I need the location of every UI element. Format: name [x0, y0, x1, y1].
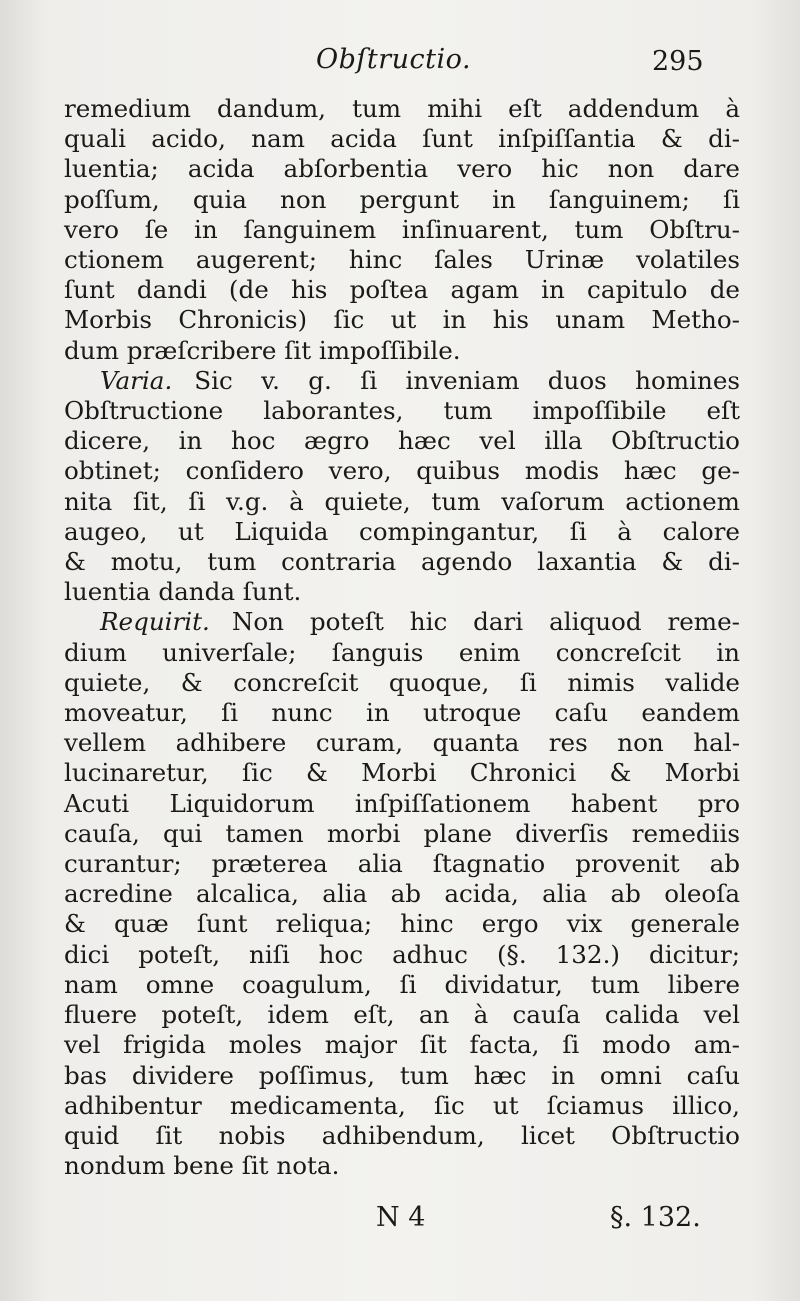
- marginal-heading: Requirit.: [100, 607, 210, 637]
- first-line-text: Non poteſt hic dari aliquod reme-: [231, 607, 740, 637]
- text-line: ctionem augerent; hinc ſales Urinæ volatiles: [64, 245, 740, 275]
- text-line: fluere poteſt, idem eſt, an à cauſa calida vel: [64, 1000, 740, 1030]
- text-line: nondum bene ſit nota.: [64, 1151, 340, 1181]
- text-line: curantur; præterea alia ſtagnatio provenit ab: [64, 849, 740, 879]
- text-line: Acuti Liquidorum inſpiſſationem habent pro: [64, 788, 740, 818]
- first-line-text: Sic v. g. ſi inveniam duos homines: [194, 365, 740, 395]
- text-line: vellem adhibere curam, quanta res non hal-: [64, 728, 740, 758]
- text-line: obtinet; conſidero vero, quibus modis hæc ge-: [64, 456, 740, 486]
- marginal-heading: Varia.: [100, 365, 173, 395]
- text-line: quid ſit nobis adhibendum, licet Obſtructio: [64, 1120, 740, 1150]
- text-line: remedium dandum, tum mihi eſt addendum à: [64, 94, 740, 123]
- paragraph-3: [64, 607, 740, 1181]
- text-line: dici poteſt, niſi hoc adhuc (§. 132.) dicitur;: [64, 939, 740, 969]
- text-line: dicere, in hoc ægro hæc vel illa Obſtructio: [64, 426, 740, 456]
- text-line: lucinaretur, ſic & Morbi Chronici & Morbi: [64, 758, 740, 788]
- paragraph-1: [64, 94, 740, 366]
- text-line: bas dividere poſſimus, tum hæc in omni caſu: [64, 1060, 740, 1090]
- text-line: moveatur, ſi nunc in utroque caſu eandem: [64, 698, 740, 728]
- page-number: 295: [652, 46, 704, 77]
- text-line: quiete, & concreſcit quoque, ſi nimis valide: [64, 667, 740, 697]
- text-line: acredine alcalica, alia ab acida, alia ab oleoſa: [64, 879, 740, 909]
- page-footer: [0, 1202, 800, 1252]
- text-line: dium univerſale; ſanguis enim concreſcit in: [64, 637, 740, 667]
- body-text: [64, 94, 740, 1181]
- text-line: adhibentur medicamenta, ſic ut ſciamus illico,: [64, 1090, 740, 1120]
- catchword: §. 132.: [610, 1202, 701, 1233]
- text-line: nam omne coagulum, ſi dividatur, tum libere: [64, 969, 740, 999]
- paragraph-2: [64, 366, 740, 608]
- text-line: dum præſcribere ſit impoſſibile.: [64, 335, 461, 365]
- text-line: Morbis Chronicis) ſic ut in his unam Metho-: [64, 305, 740, 335]
- text-line: augeo, ut Liquida compingantur, ſi à calore: [64, 516, 740, 546]
- text-line: ſunt dandi (de his poſtea agam in capitulo de: [64, 275, 740, 305]
- text-line: luentia; acida abſorbentia vero hic non dare: [64, 154, 740, 184]
- text-line: quali acido, nam acida ſunt inſpiſſantia & di-: [64, 124, 740, 154]
- text-line: luentia danda ſunt.: [64, 577, 302, 607]
- text-line: vero ſe in ſanguinem inſinuarent, tum Obſtru-: [64, 214, 740, 244]
- signature-mark: N 4: [376, 1202, 426, 1233]
- text-line: poſſum, quia non pergunt in ſanguinem; ſi: [64, 184, 740, 214]
- text-line: & quæ ſunt reliqua; hinc ergo vix generale: [64, 909, 740, 939]
- text-line: nita ſit, ſi v.g. à quiete, tum vaſorum actionem: [64, 486, 740, 516]
- text-line: Obſtructione laborantes, tum impoſſibile eſt: [64, 396, 740, 426]
- text-line-first: [64, 607, 740, 637]
- page-header: [0, 44, 800, 94]
- text-line: cauſa, qui tamen morbi plane diverſis remediis: [64, 818, 740, 848]
- text-line: vel frigida moles major ſit facta, ſi modo am-: [64, 1030, 740, 1060]
- text-line-first: [64, 366, 740, 396]
- running-head: Obſtructio.: [316, 44, 472, 75]
- text-line: & motu, tum contraria agendo laxantia & di-: [64, 547, 740, 577]
